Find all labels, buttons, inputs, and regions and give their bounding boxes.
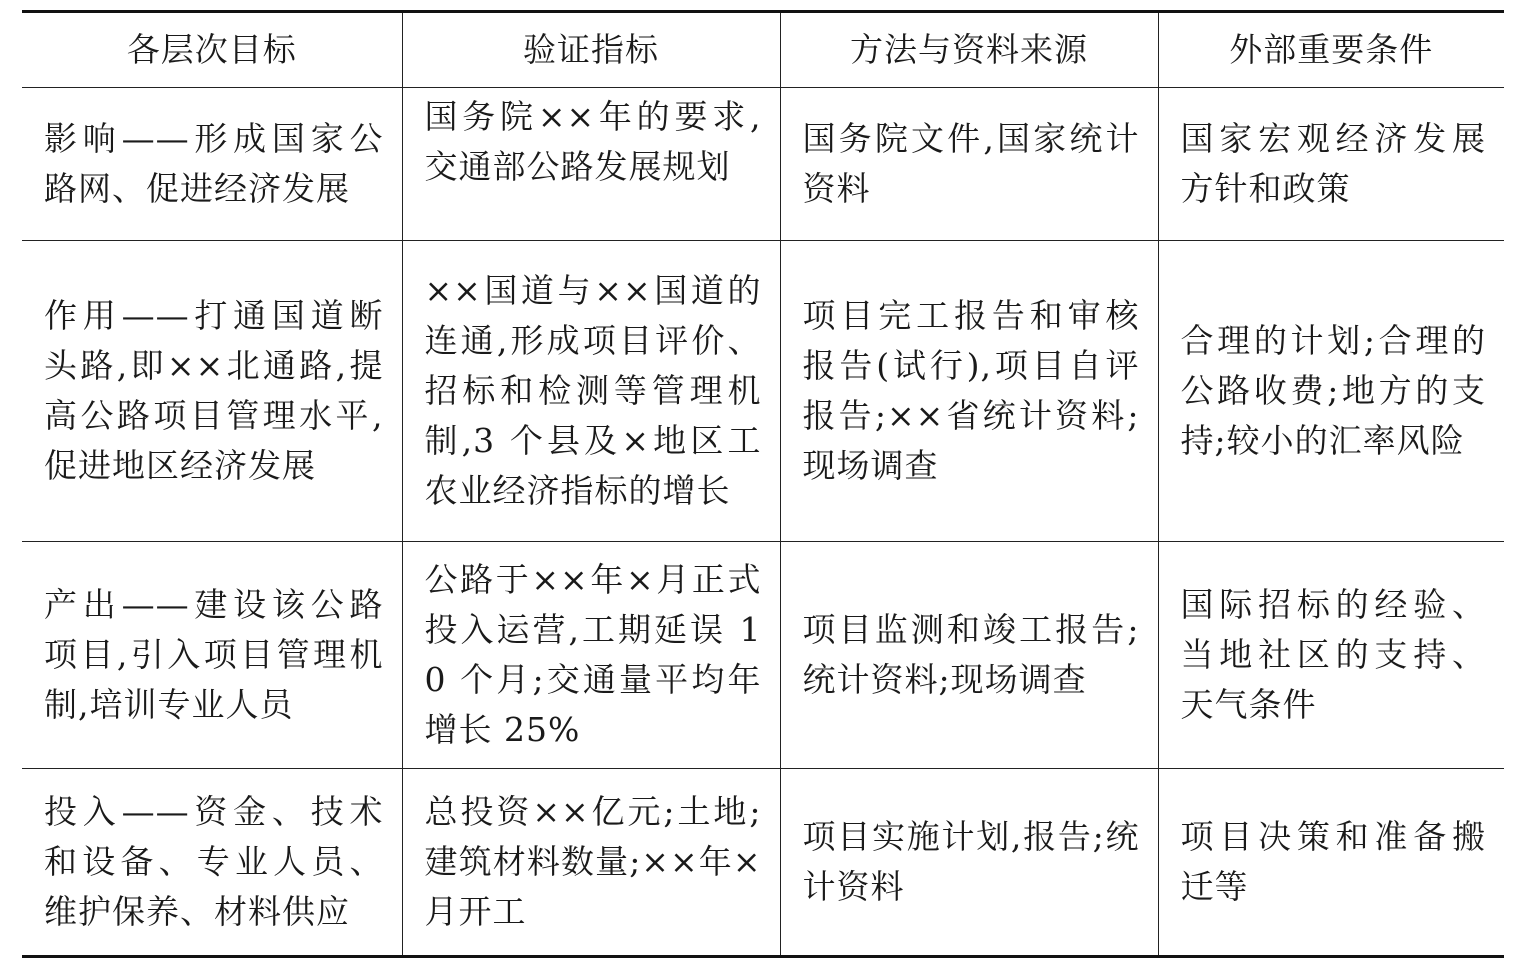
cell-indicator: 公路于××年×月正式投入运营,工期延误 10 个月;交通量平均年增长 25% bbox=[402, 542, 780, 769]
header-row bbox=[22, 12, 1504, 88]
logframe-table bbox=[22, 10, 1504, 958]
logframe-table-container bbox=[22, 10, 1504, 958]
table-row-impact bbox=[22, 88, 1504, 241]
cell-condition: 合理的计划;合理的公路收费;地方的支持;较小的汇率风险 bbox=[1158, 241, 1504, 542]
cell-condition: 项目决策和准备搬迁等 bbox=[1158, 769, 1504, 957]
cell-source: 项目实施计划,报告;统计资料 bbox=[780, 769, 1158, 957]
cell-source: 项目完工报告和审核报告(试行),项目自评报告;××省统计资料;现场调查 bbox=[780, 241, 1158, 542]
header-source: 方法与资料来源 bbox=[780, 12, 1158, 88]
table-row-input bbox=[22, 769, 1504, 957]
cell-indicator: 国务院××年的要求,交通部公路发展规划 bbox=[402, 88, 780, 241]
table-row-effect bbox=[22, 241, 1504, 542]
cell-level: 作用——打通国道断头路,即××北通路,提高公路项目管理水平,促进地区经济发展 bbox=[22, 241, 402, 542]
cell-indicator: 总投资××亿元;土地;建筑材料数量;××年×月开工 bbox=[402, 769, 780, 957]
table-body bbox=[22, 88, 1504, 957]
cell-indicator: ××国道与××国道的连通,形成项目评价、招标和检测等管理机制,3 个县及×地区工农业经济指标的增长 bbox=[402, 241, 780, 542]
cell-condition: 国际招标的经验、当地社区的支持、天气条件 bbox=[1158, 542, 1504, 769]
header-condition: 外部重要条件 bbox=[1158, 12, 1504, 88]
cell-source: 项目监测和竣工报告;统计资料;现场调查 bbox=[780, 542, 1158, 769]
table-row-output bbox=[22, 542, 1504, 769]
cell-condition: 国家宏观经济发展方针和政策 bbox=[1158, 88, 1504, 241]
cell-level: 影响——形成国家公路网、促进经济发展 bbox=[22, 88, 402, 241]
header-level: 各层次目标 bbox=[22, 12, 402, 88]
cell-source: 国务院文件,国家统计资料 bbox=[780, 88, 1158, 241]
table-header bbox=[22, 12, 1504, 88]
cell-level: 产出——建设该公路项目,引入项目管理机制,培训专业人员 bbox=[22, 542, 402, 769]
cell-level: 投入——资金、技术和设备、专业人员、维护保养、材料供应 bbox=[22, 769, 402, 957]
header-indicator: 验证指标 bbox=[402, 12, 780, 88]
